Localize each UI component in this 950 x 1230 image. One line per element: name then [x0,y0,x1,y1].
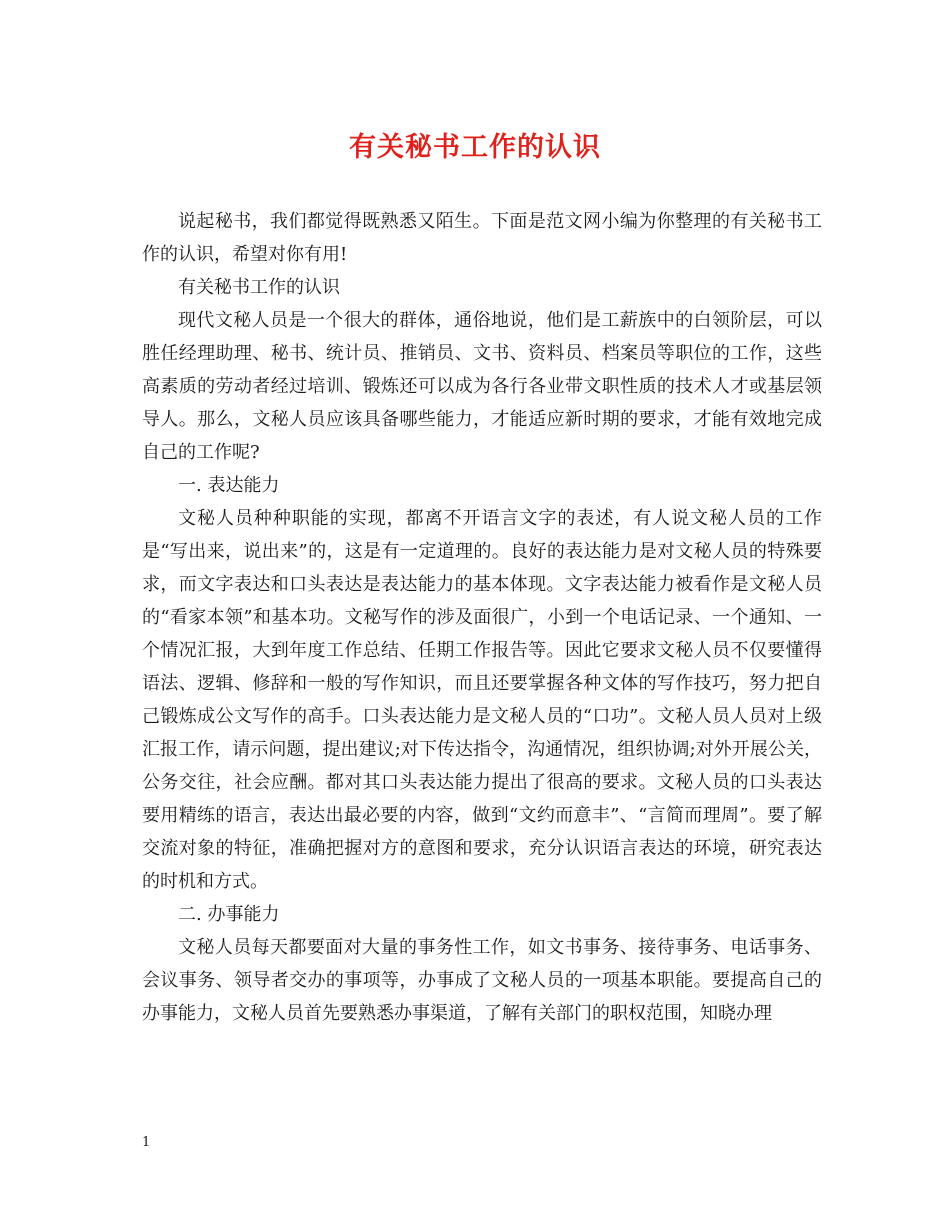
handling-paragraph: 文秘人员每天都要面对大量的事务性工作，如文书事务、接待事务、电话事务、会议事务、领导者交办的事项等，办事成了文秘人员的一项基本职能。要提高自己的办事能力，文秘人员首先要熟悉办事渠道，了解有关部门的职权范围，知晓办理 [142,937,822,1024]
section-heading-handling: 二. 办事能力 [178,904,280,925]
subtitle-paragraph: 有关秘书工作的认识 [178,277,340,298]
expression-paragraph: 文秘人员种种职能的实现，都离不开语言文字的表述，有人说文秘人员的工作是“写出来，说出来”的，这是有一定道理的。良好的表达能力是对文秘人员的特殊要求，而文字表达和口头表达是表达能力的基本体现。文字表达能力被看作是文秘人员的“看家本领”和基本功。文秘写作的涉及面很广，小到一个电话记录、一个通知、一个情况汇报，大到年度工作总结、任期工作报告等。因此它要求文秘人员不仅要懂得语法、逻辑、修辞和一般的写作知识，而且还要掌握各种文体的写作技巧，努力把自己锻炼成公文写作的高手。口头表达能力是文秘人员的“口功”。文秘人员人员对上级汇报工作，请示问题，提出建议;对下传达指令，沟通情况，组织协调;对外开展公关，公务交往，社会应酬。都对其口头表达能力提出了很高的要求。文秘人员的口头表达要用精练的语言，表达出最必要的内容，做到“文约而意丰”、“言简而理周”。要了解交流对象的特征，准确把握对方的意图和要求，充分认识语言表达的环境，研究表达的时机和方式。 [142,508,822,892]
document-body [142,205,822,1030]
overview-paragraph: 现代文秘人员是一个很大的群体，通俗地说，他们是工薪族中的白领阶层，可以胜任经理助理、秘书、统计员、推销员、文书、资料员、档案员等职位的工作，这些高素质的劳动者经过培训、锻炼还可以成为各行各业带文职性质的技术人才或基层领导人。那么，文秘人员应该具备哪些能力，才能适应新时期的要求，才能有效地完成自己的工作呢? [142,310,822,463]
document-title: 有关秘书工作的认识 [349,132,601,163]
section-heading-expression: 一. 表达能力 [178,475,280,496]
intro-paragraph: 说起秘书，我们都觉得既熟悉又陌生。下面是范文网小编为你整理的有关秘书工作的认识，希望对你有用! [142,211,822,265]
page-number: 1 [142,1135,151,1150]
